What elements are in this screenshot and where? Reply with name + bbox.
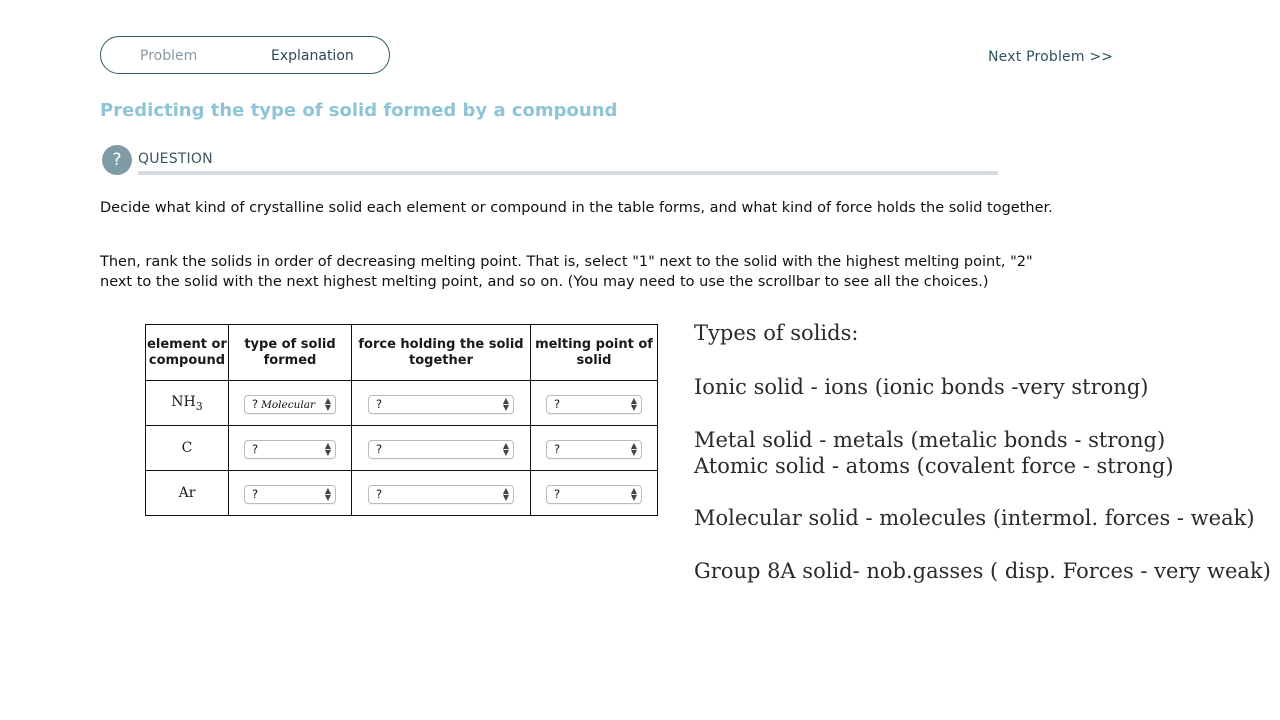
force-select[interactable]: [368, 440, 514, 459]
select-value: ?: [554, 486, 561, 501]
melting-point-cell: [531, 471, 658, 516]
select-value: ?: [376, 441, 383, 456]
updown-arrows-icon: ▲ ▼: [502, 485, 509, 502]
updown-arrows-icon: ▲ ▼: [630, 485, 637, 502]
question-mark-icon: ?: [102, 145, 132, 175]
solid-type-select[interactable]: [244, 485, 336, 504]
select-value: ?: [252, 441, 259, 456]
select-value: ?: [252, 396, 259, 411]
tab-explanation[interactable]: Explanation: [271, 48, 354, 64]
header-solid-type: type of solid formed: [229, 325, 352, 381]
select-value: ?: [554, 396, 561, 411]
instructions-paragraph-2: Then, rank the solids in order of decreasing melting point. That is, select "1" next to the solid with the highest melting point, "2" next to the solid with the next highest melting point, and so on. (You may need to use the scrollbar to see all the choices.): [100, 254, 1033, 290]
solid-type-cell: [229, 426, 352, 471]
solid-type-cell: [229, 471, 352, 516]
force-select[interactable]: [368, 485, 514, 504]
page-title: Predicting the type of solid formed by a compound: [100, 100, 618, 121]
notes-heading: Types of solids:: [694, 321, 859, 345]
table-row: [146, 471, 658, 516]
question-label: QUESTION: [138, 151, 213, 167]
table-row: [146, 426, 658, 471]
compound-formula: C: [181, 440, 193, 456]
force-cell: [352, 471, 531, 516]
note-group-8a: Group 8A solid- nob.gasses ( disp. Forces - very weak): [694, 559, 1271, 583]
force-cell: [352, 426, 531, 471]
note-ionic: Ionic solid - ions (ionic bonds -very strong): [694, 375, 1149, 399]
handwritten-annotation: Molecular: [261, 398, 316, 411]
note-atomic: Atomic solid - atoms (covalent force - strong): [694, 454, 1174, 478]
melting-point-select[interactable]: [546, 395, 642, 414]
select-value: ?: [554, 441, 561, 456]
table-header-row: [146, 325, 658, 381]
melting-point-select[interactable]: [546, 485, 642, 504]
tab-problem[interactable]: Problem: [140, 48, 198, 64]
select-value: ?: [376, 396, 383, 411]
force-cell: [352, 381, 531, 426]
compound-formula: NH: [171, 393, 196, 410]
answer-table: [145, 324, 658, 516]
note-metal: Metal solid - metals (metalic bonds - strong): [694, 428, 1166, 452]
note-molecular: Molecular solid - molecules (intermol. forces - weak): [694, 506, 1255, 530]
table-row: [146, 381, 658, 426]
updown-arrows-icon: ▲ ▼: [324, 440, 331, 457]
melting-point-cell: [531, 426, 658, 471]
updown-arrows-icon: ▲ ▼: [630, 395, 637, 412]
compound-cell: [146, 426, 229, 471]
solid-type-select[interactable]: [244, 440, 336, 459]
solid-type-cell: [229, 381, 352, 426]
compound-subscript: 3: [195, 399, 203, 413]
select-value: ?: [376, 486, 383, 501]
next-problem-link[interactable]: Next Problem >>: [988, 49, 1114, 65]
header-melting-point: melting point of solid: [531, 325, 658, 381]
problem-explanation-tabs: [100, 36, 390, 74]
updown-arrows-icon: ▲ ▼: [502, 395, 509, 412]
force-select[interactable]: [368, 395, 514, 414]
header-force: force holding the solid together: [352, 325, 531, 381]
compound-formula: Ar: [178, 485, 196, 501]
compound-cell: [146, 471, 229, 516]
melting-point-select[interactable]: [546, 440, 642, 459]
compound-cell: [146, 381, 229, 426]
updown-arrows-icon: ▲ ▼: [324, 395, 331, 412]
solid-type-select[interactable]: [244, 395, 336, 414]
header-compound: element or compound: [146, 325, 229, 381]
updown-arrows-icon: ▲ ▼: [324, 485, 331, 502]
question-divider: [138, 171, 998, 175]
instructions-paragraph-1: Decide what kind of crystalline solid each element or compound in the table forms, and what kind of force holds the solid together.: [100, 200, 1053, 216]
melting-point-cell: [531, 381, 658, 426]
select-value: ?: [252, 486, 259, 501]
updown-arrows-icon: ▲ ▼: [502, 440, 509, 457]
updown-arrows-icon: ▲ ▼: [630, 440, 637, 457]
